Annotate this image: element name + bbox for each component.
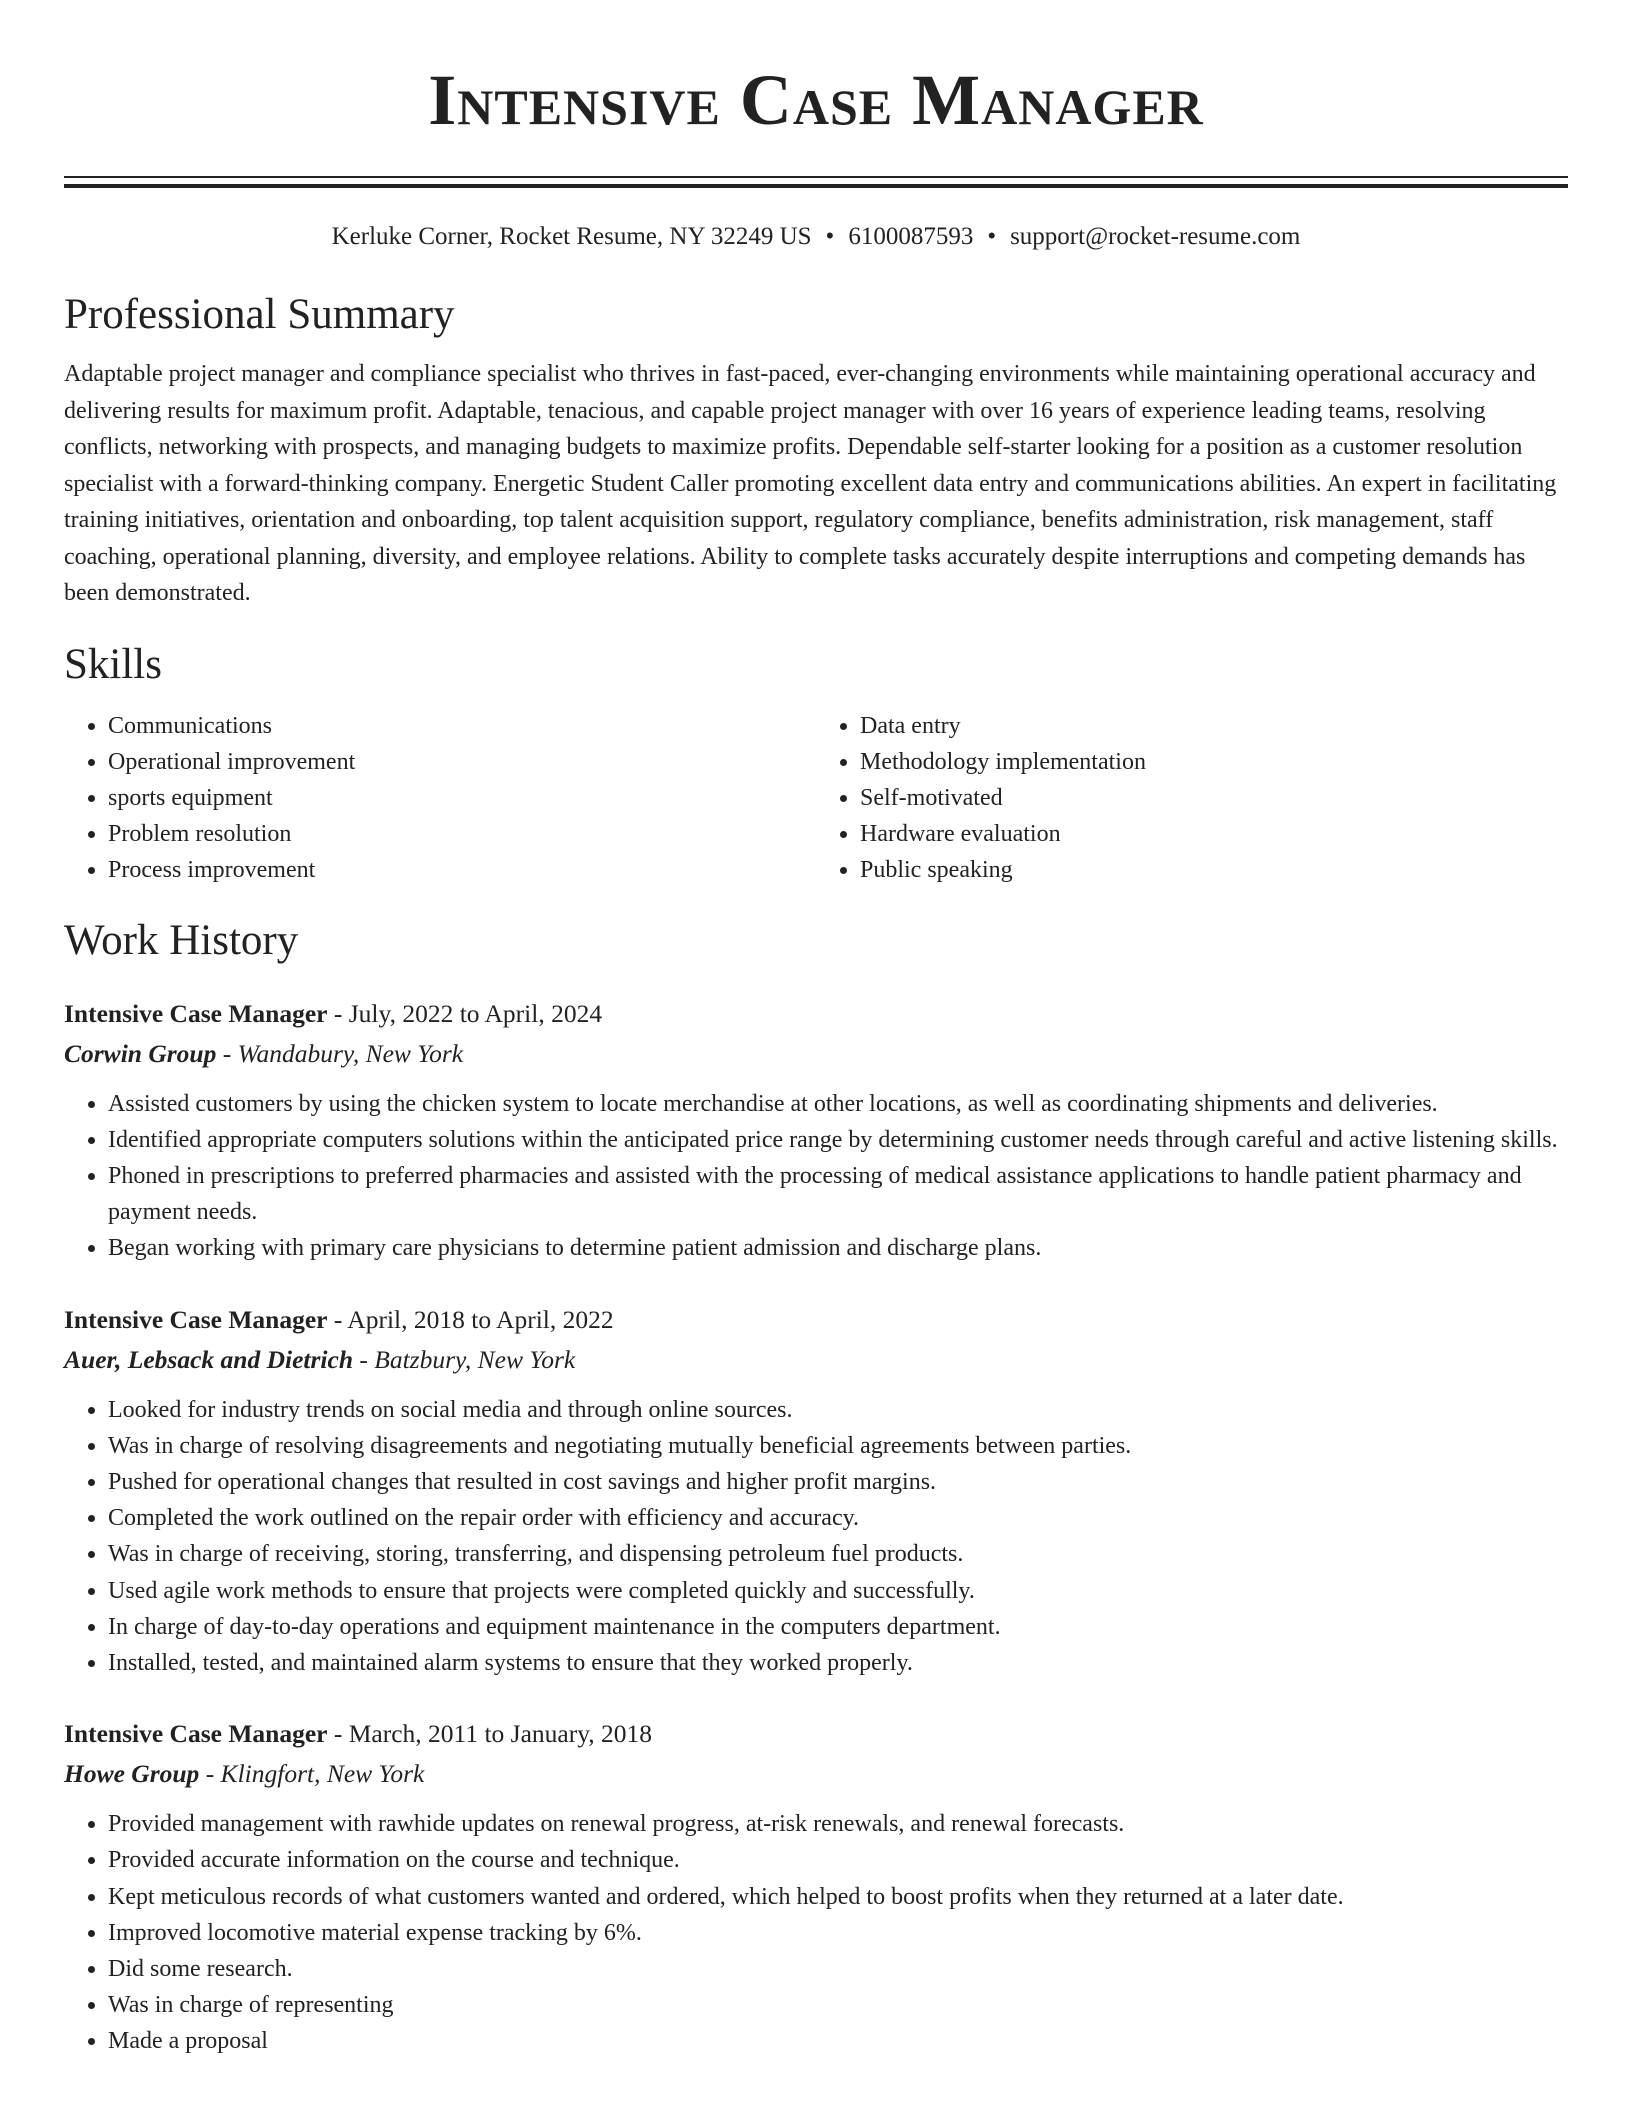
job-location: - Batzbury, New York <box>353 1344 576 1374</box>
contact-separator: • <box>825 223 835 250</box>
skills-column-right <box>816 708 1568 888</box>
job-bullet: • Installed, tested, and maintained alarm systems to ensure that they worked properly. <box>108 1645 1568 1681</box>
header-divider-thin <box>64 176 1568 178</box>
skill-item: • Communications <box>108 708 816 744</box>
job-bullets <box>64 1086 1568 1267</box>
job-bullet: • Looked for industry trends on social media and through online sources. <box>108 1392 1568 1428</box>
job-entry <box>64 994 1568 1267</box>
job-bullet: • Pushed for operational changes that resulted in cost savings and higher profit margins. <box>108 1464 1568 1500</box>
contact-line <box>64 222 1568 252</box>
job-bullet: • Provided accurate information on the course and technique. <box>108 1842 1568 1878</box>
job-dates: - March, 2011 to January, 2018 <box>327 1719 653 1749</box>
job-bullet: • Used agile work methods to ensure that projects were completed quickly and successfully. <box>108 1573 1568 1609</box>
job-company: Corwin Group <box>64 1038 217 1068</box>
header-divider-thick <box>64 184 1568 188</box>
skill-item: • Process improvement <box>108 852 816 888</box>
job-company: Howe Group <box>64 1759 200 1789</box>
job-entry <box>64 1300 1568 1682</box>
job-bullet: • Completed the work outlined on the repair order with efficiency and accuracy. <box>108 1500 1568 1536</box>
job-dates: - April, 2018 to April, 2022 <box>327 1304 614 1334</box>
job-bullet: • Improved locomotive material expense tracking by 6%. <box>108 1915 1568 1951</box>
job-heading <box>64 994 1568 1034</box>
summary-section-title: Professional Summary <box>64 291 455 338</box>
job-bullet: • Identified appropriate computers solutions within the anticipated price range by determining customer needs through careful and active listening skills. <box>108 1122 1568 1158</box>
job-bullet: • Was in charge of receiving, storing, transferring, and dispensing petroleum fuel products. <box>108 1536 1568 1572</box>
skill-item: • Hardware evaluation <box>860 816 1568 852</box>
contact-email: support@rocket-resume.com <box>1010 223 1301 250</box>
job-role: Intensive Case Manager <box>64 1304 328 1334</box>
job-entry <box>64 1714 1568 2059</box>
job-role: Intensive Case Manager <box>64 1719 328 1749</box>
job-bullet: • Provided management with rawhide updates on renewal progress, at-risk renewals, and renewal forecasts. <box>108 1806 1568 1842</box>
work-history-section-title: Work History <box>64 916 299 964</box>
job-company-line <box>64 1340 1568 1380</box>
summary-paragraph: Adaptable project manager and compliance specialist who thrives in fast-paced, ever-changing environments while maintaining operational accuracy and delivering results for maximum profit. Adaptable, tenacious, and capable project manager with over 16 years of experience leading teams, resolving conflicts, networking with prospects, and managing budgets to maximize profits. Dependable self-starter looking for a position as a customer resolution specialist with a forward-thinking company. Energetic Student Caller promoting excellent data entry and communications abilities. An expert in facilitating training initiatives, orientation and onboarding, top talent acquisition support, regulatory compliance, benefits administration, risk management, staff coaching, operational planning, diversity, and employee relations. Ability to complete tasks accurately despite interruptions and competing demands has been demonstrated. <box>64 361 1557 606</box>
job-bullet: • Phoned in prescriptions to preferred pharmacies and assisted with the processing of medical assistance applications to handle patient pharmacy and payment needs. <box>108 1158 1568 1230</box>
job-bullet: • Made a proposal <box>108 2023 1568 2059</box>
job-company-line <box>64 1034 1568 1074</box>
job-bullet: • Did some research. <box>108 1951 1568 1987</box>
skill-item: • Problem resolution <box>108 816 816 852</box>
job-bullets <box>64 1806 1568 2059</box>
skill-item: • Methodology implementation <box>860 744 1568 780</box>
contact-separator: • <box>987 223 997 250</box>
skill-item: • Public speaking <box>860 852 1568 888</box>
job-dates: - July, 2022 to April, 2024 <box>327 998 603 1028</box>
job-bullet: • Was in charge of representing <box>108 1987 1568 2023</box>
job-heading <box>64 1714 1568 1754</box>
job-bullets <box>64 1392 1568 1682</box>
job-company-line <box>64 1754 1568 1794</box>
job-bullet: • Was in charge of resolving disagreements and negotiating mutually beneficial agreements between parties. <box>108 1428 1568 1464</box>
skills-list <box>64 708 1568 888</box>
job-bullet: • Began working with primary care physicians to determine patient admission and discharge plans. <box>108 1230 1568 1266</box>
job-location: - Wandabury, New York <box>216 1038 464 1068</box>
job-location: - Klingfort, New York <box>199 1759 425 1789</box>
job-bullet: • Kept meticulous records of what customers wanted and ordered, which helped to boost profits when they returned at a later date. <box>108 1879 1568 1915</box>
resume-name-heading: Intensive Case Manager <box>428 60 1204 140</box>
skill-item: • Data entry <box>860 708 1568 744</box>
resume-page <box>64 0 1568 2060</box>
skill-item: • sports equipment <box>108 780 816 816</box>
skill-item: • Operational improvement <box>108 744 816 780</box>
contact-address: Kerluke Corner, Rocket Resume, NY 32249 US <box>331 223 812 250</box>
job-bullet: • Assisted customers by using the chicken system to locate merchandise at other locations, as well as coordinating shipments and deliveries. <box>108 1086 1568 1122</box>
job-bullet: • In charge of day-to-day operations and equipment maintenance in the computers department. <box>108 1609 1568 1645</box>
skills-column-left <box>64 708 816 888</box>
job-company: Auer, Lebsack and Dietrich <box>64 1344 354 1374</box>
skills-section-title: Skills <box>64 640 162 688</box>
skill-item: • Self-motivated <box>860 780 1568 816</box>
contact-phone: 6100087593 <box>848 223 974 250</box>
job-heading <box>64 1300 1568 1340</box>
job-role: Intensive Case Manager <box>64 998 328 1028</box>
